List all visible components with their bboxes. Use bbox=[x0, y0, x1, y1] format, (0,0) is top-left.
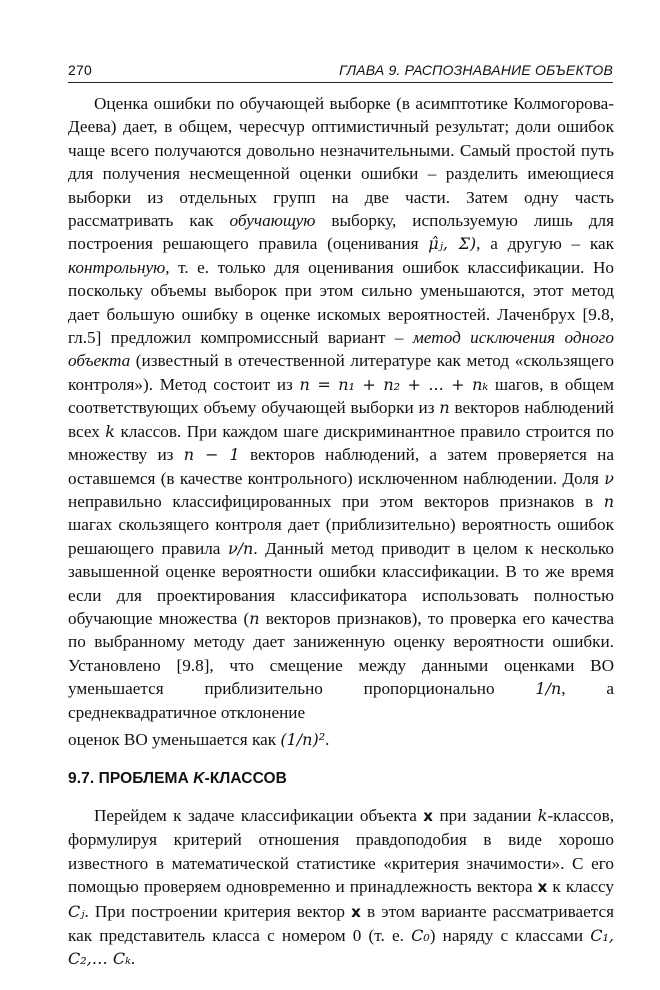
formula-one-over-n: 1/n bbox=[535, 679, 562, 699]
text-span: . bbox=[325, 729, 330, 749]
formula-class-cj: Cⱼ bbox=[68, 901, 85, 921]
formula-n-minus-one: n − 1 bbox=[183, 445, 240, 465]
text-span: векторов наблюдений, а затем проверяется на оставшемся (в качестве контрольного) исключенном наблюдении. Доля bbox=[68, 445, 614, 488]
text-span: -классов, формулируя критерий отношения правдоподобия в виде хорошо известного в математической статистике «критерия значимости». С его помощью проверяем одновременно и принадлежность вектора bbox=[68, 806, 614, 897]
text-span: классов. При каждом шаге дискриминантное правило строится по множеству из bbox=[68, 421, 614, 465]
term-control: контрольную, bbox=[68, 257, 170, 277]
formula-n: n bbox=[249, 608, 260, 628]
formula-n: n bbox=[439, 398, 450, 418]
running-header bbox=[68, 60, 613, 83]
section-title: -КЛАССОВ bbox=[204, 770, 287, 787]
text-span: ) наряду с классами bbox=[429, 926, 591, 946]
formula-estimates: μ̂ⱼ, Σ) bbox=[428, 234, 477, 254]
formula-sample-sum: n = n₁ + n₂ + ... + nₖ bbox=[299, 374, 489, 394]
text-span: (известный в отечественной литературе как метод «скользящего контроля»). Метод состоит из bbox=[68, 351, 614, 394]
section-paragraph bbox=[68, 804, 614, 971]
text-span: при задании bbox=[432, 806, 538, 825]
formula-nu: ν bbox=[604, 468, 614, 488]
formula-k: k bbox=[105, 421, 115, 441]
vector-x: x bbox=[537, 878, 548, 897]
text-span: к классу bbox=[547, 877, 615, 897]
main-paragraph bbox=[68, 92, 614, 751]
text-span: , а среднеквадратичное отклонение bbox=[68, 679, 614, 722]
formula-classes-list: C₁, C₂,… Cₖ bbox=[68, 926, 614, 969]
section-k-letter: K bbox=[193, 770, 205, 787]
text-span: неправильно классифицированных при этом векторов признаков в bbox=[68, 491, 604, 511]
text-span: векторов признаков), то проверка его качества по выбранному методу дает заниженную оценку вероятности ошибки. Установлено [9.8], что смещение между данными оценками ВО уменьшается приблизительно пропорционально bbox=[68, 608, 614, 699]
formula-n: n bbox=[603, 491, 614, 511]
term-leave-one-out: метод исключения одного объекта bbox=[68, 328, 614, 371]
section-number: 9.7. ПРОБЛЕМА bbox=[68, 770, 194, 787]
text-span: . Данный метод приводит в целом к несколько завышенной оценке вероятности ошибки классификации. В то же время если для проектирования классификатора использовать полностью обучающие множества ( bbox=[68, 538, 614, 628]
text-span: векторов наблюдений всех bbox=[68, 398, 614, 441]
text-span: шагах скользящего контроля дает (приблизительно) вероятность ошибок решающего правила bbox=[68, 515, 614, 558]
text-span: выборку, используемую лишь для построения решающего правила (оценивания bbox=[68, 211, 614, 254]
text-span: т. е. только для оценивания ошибок классификации. Но поскольку объемы выборок при этом сильно уменьшаются, этот метод дает большую ошибку в оценке искомых вероятностей. Лаченбрух [9.8, гл.5] предложил компромиссный вариант – bbox=[68, 257, 614, 348]
paragraph-last-line bbox=[68, 728, 614, 751]
formula-k: k bbox=[537, 806, 548, 825]
text-span: в этом варианте рассматривается как представитель класса с номером 0 (т. е. bbox=[68, 901, 614, 946]
term-training: обучающую bbox=[229, 211, 316, 231]
formula-nu-over-n: ν/n bbox=[227, 538, 254, 558]
text-span: шагов, в общем соответствующих объему обучающей выборки из bbox=[68, 374, 615, 418]
vector-x: x bbox=[351, 902, 361, 921]
formula-class-c0: C₀ bbox=[411, 926, 430, 946]
vector-x: x bbox=[423, 807, 433, 825]
text-span: . При построении критерия вектор bbox=[84, 901, 352, 921]
text-span: Оценка ошибки по обучающей выборке (в асимптотике Колмогорова-Деева) дает, в общем, чересчур оптимистичный результат; доли ошибок чаще всего получаются довольно незначительными. Самый простой путь для получения несмещенной оценки ошибки – разделить имеющиеся выборки из отдельных групп на две части. Затем одну часть рассматривать как bbox=[68, 94, 614, 231]
text-span: оценок ВО уменьшается как bbox=[68, 729, 281, 749]
text-span: , а другую – как bbox=[476, 234, 614, 254]
text-span: . bbox=[130, 949, 136, 969]
paragraph-k-classes bbox=[68, 804, 614, 971]
section-heading bbox=[68, 770, 287, 788]
formula-one-over-n-squared: (1/n)² bbox=[280, 729, 326, 749]
chapter-title: ГЛАВА 9. РАСПОЗНАВАНИЕ ОБЪЕКТОВ bbox=[339, 62, 613, 78]
paragraph-leave-one-out bbox=[68, 92, 614, 724]
text-span: Перейдем к задаче классификации объекта bbox=[94, 806, 424, 825]
page-number: 270 bbox=[68, 62, 92, 78]
